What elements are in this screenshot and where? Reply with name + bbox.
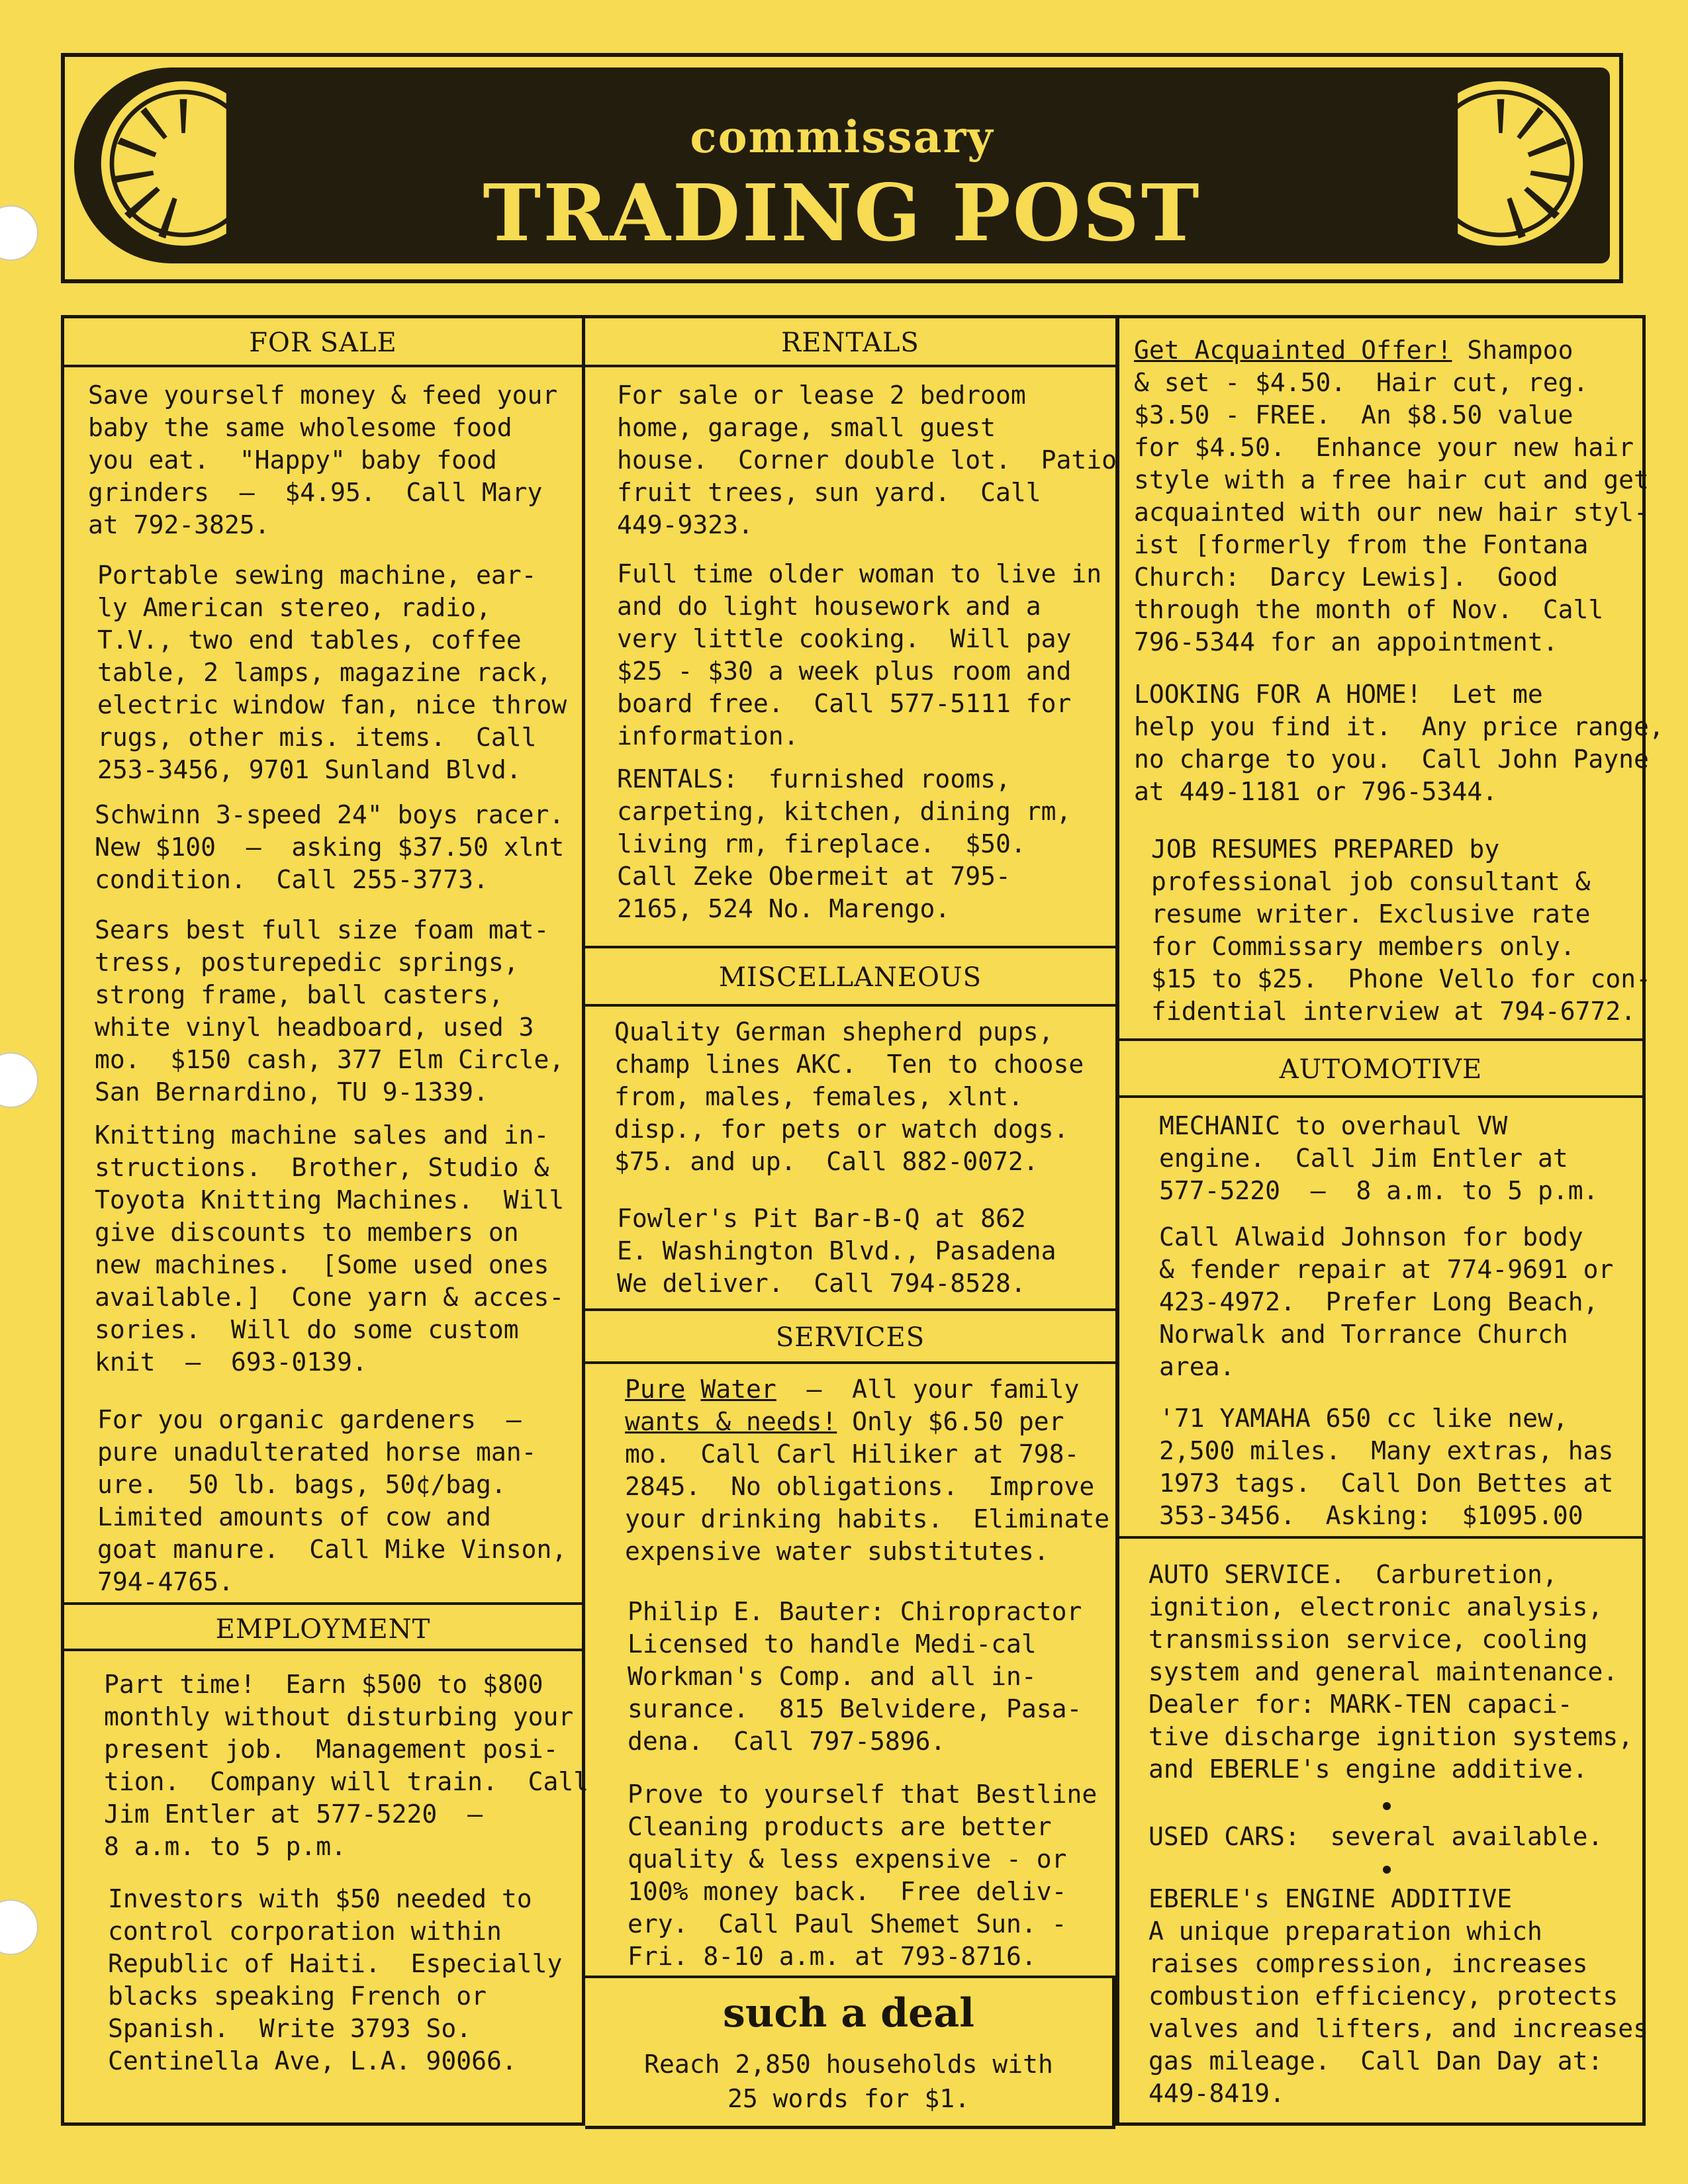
pure-water-line1: — All your family	[776, 1375, 1080, 1404]
ad-job-resumes: JOB RESUMES PREPARED by professional job consultant & resume writer. Exclusive rate for Commissary members only. $15 to $25. Phone Vello for con- fidential interview at 794-6772.	[1151, 835, 1651, 1026]
bullet-dot	[1383, 1866, 1391, 1874]
section-header-miscellaneous: MISCELLANEOUS	[585, 946, 1115, 1007]
ad-sewing-machine: Portable sewing machine, ear- ly American stereo, radio, T.V., two end tables, coffee table, 2 lamps, magazine rack, electric window fan, nice throw rugs, other mis. items. Call 253-3456, 9701 Sunland Blvd.	[97, 561, 567, 784]
ad-used-cars: USED CARS: several available.	[1149, 1822, 1603, 1851]
section-header-services: SERVICES	[585, 1308, 1115, 1364]
ad-body-fender-repair: Call Alwaid Johnson for body & fender repair at 774-9691 or 423-4972. Prefer Long Beach, Norwalk and Torrance Church area.	[1159, 1222, 1614, 1381]
ad-bestline-cleaning: Prove to yourself that Bestline Cleaning products are better quality & less expensive - or 100% money back. Free deliv- ery. Call Paul Shemet Sun. - Fri. 8-10 a.m. at 793-8716.	[628, 1780, 1098, 1971]
column-right	[1116, 315, 1664, 2126]
deal-title: such a deal	[722, 1990, 974, 2036]
ad-auto-service: AUTO SERVICE. Carburetion, ignition, electronic analysis, transmission service, cooling system and general maintenance. Dealer for: MARK-TEN capaci- tive discharge ignition systems, and EBERLE's engine additive.	[1149, 1560, 1634, 1784]
ad-pure-water	[625, 1373, 1109, 1568]
section-header-automotive: AUTOMOTIVE	[1119, 1038, 1642, 1098]
ad-yamaha: '71 YAMAHA 650 cc like new, 2,500 miles. Many extras, has 1973 tags. Call Don Bettes at 353-3456. Asking: $1095.00	[1159, 1404, 1614, 1530]
ad-vw-mechanic: MECHANIC to overhaul VW engine. Call Jim Entler at 577-5220 — 8 a.m. to 5 p.m.	[1159, 1111, 1599, 1205]
automotive-divider	[1119, 1536, 1642, 1539]
get-acquainted-lead: Get Acquainted Offer!	[1134, 336, 1452, 365]
ad-older-woman: Full time older woman to live in and do light housework and a very little cooking. Will pay $25 - $30 a week plus room and board free. Call 577-5111 for information.	[617, 559, 1102, 751]
column-left	[61, 315, 589, 2126]
ad-baby-food-grinders: Save yourself money & feed your baby the same wholesome food you eat. "Happy" baby food grinders — $4.95. Call Mary at 792-3825.	[88, 381, 558, 539]
get-acquainted-line2: & set - $4.50. Hair cut, reg.	[1134, 368, 1589, 397]
ad-part-time-job: Part time! Earn $500 to $800 monthly without disturbing your present job. Management posi- tion. Company will train. Call Jim Entler at 577-5220 — 8 a.m. to 5 p.m.	[104, 1670, 589, 1861]
ad-schwinn-bike: Schwinn 3-speed 24" boys racer. New $100 — asking $37.50 xlnt condition. Call 255-3773.	[95, 800, 565, 894]
ad-looking-for-home: LOOKING FOR A HOME! Let me help you find it. Any price range, no charge to you. Call John Payne at 449-1181 or 796-5344.	[1134, 680, 1664, 806]
ad-german-shepherd: Quality German shepherd pups, champ lines AKC. Ten to choose from, males, females, xlnt. disp., for pets or watch dogs. $75. and up. Call 882-0072.	[614, 1017, 1084, 1176]
get-acquainted-line1: Shampoo	[1452, 336, 1573, 365]
section-header-employment: EMPLOYMENT	[64, 1602, 582, 1651]
pure-water-wants: wants & needs!	[625, 1407, 837, 1436]
masthead	[61, 53, 1623, 283]
pure-water-line2: Only $6.50 per	[837, 1407, 1064, 1436]
ad-furnished-rooms: RENTALS: furnished rooms, carpeting, kitchen, dining rm, living rm, fireplace. $50. Call Zeke Obermeit at 795- 2165, 524 No. Marengo.	[617, 764, 1072, 923]
binder-hole	[0, 1052, 38, 1108]
masthead-banner	[74, 68, 1610, 263]
pure-water-rest: mo. Call Carl Hiliker at 798- 2845. No obligations. Improve your drinking habits. Eliminate expensive water substitutes.	[625, 1439, 1110, 1566]
section-header-rentals: RENTALS	[585, 318, 1115, 367]
ad-knitting-machines: Knitting machine sales and in- structions. Brother, Studio & Toyota Knitting Machines. Will give discounts to members on new machines. [Some used ones available.] Cone yarn & acces- sories. Will do some custom knit — 693-0139.	[95, 1120, 565, 1377]
get-acquainted-rest: $3.50 - FREE. An $8.50 value for $4.50. Enhance your new hair style with a free hair cut and get acquainted with our new hair styl- ist [formerly from the Fontana Church: Darcy Lewis]. Good through the month of Nov. Call 796-5344 for an appointment.	[1134, 400, 1649, 657]
deal-text: Reach 2,850 households with 25 words for $1.	[644, 2050, 1053, 2113]
binder-hole	[0, 1899, 38, 1955]
section-header-for-sale: FOR SALE	[64, 318, 582, 367]
masthead-title: TRADING POST	[483, 167, 1201, 259]
pure-word: Pure	[625, 1375, 686, 1404]
ad-investors-haiti: Investors with $50 needed to control corporation within Republic of Haiti. Especially blacks speaking French or Spanish. Write 3793 So. Centinella Ave, L.A. 90066.	[108, 1884, 563, 2075]
such-a-deal-box	[585, 1978, 1115, 2129]
masthead-subtitle: commissary	[690, 111, 994, 163]
column-middle	[585, 315, 1119, 2126]
ad-bar-b-q: Fowler's Pit Bar-B-Q at 862 E. Washington Blvd., Pasadena We deliver. Call 794-8528.	[617, 1204, 1056, 1298]
ad-mattress: Sears best full size foam mat- tress, posturepedic springs, strong frame, ball casters, white vinyl headboard, used 3 mo. $150 cash, 377 Elm Circle, San Bernardino, TU 9-1339.	[95, 915, 565, 1107]
ad-get-acquainted	[1134, 334, 1649, 659]
ad-chiropractor: Philip E. Bauter: Chiropractor Licensed to handle Medi-cal Workman's Comp. and all in- surance. 815 Belvidere, Pasa- dena. Call 797-5896.	[628, 1597, 1082, 1756]
ad-eberle-additive: EBERLE's ENGINE ADDITIVE A unique preparation which raises compression, increases combustion efficiency, protects valves and lifters, and increases gas mileage. Call Dan Day at: 449-8419.	[1149, 1884, 1648, 2108]
water-word: Water	[700, 1375, 776, 1404]
ad-bedroom-home: For sale or lease 2 bedroom home, garage, small guest house. Corner double lot. Patio fruit trees, sun yard. Call 449-9323.	[617, 381, 1117, 539]
ad-horse-manure: For you organic gardeners — pure unadulterated horse man- ure. 50 lb. bags, 50¢/bag. Limited amounts of cow and goat manure. Call Mike Vinson, 794-4765.	[97, 1405, 567, 1596]
bullet-dot	[1383, 1802, 1391, 1810]
binder-hole	[0, 205, 38, 261]
